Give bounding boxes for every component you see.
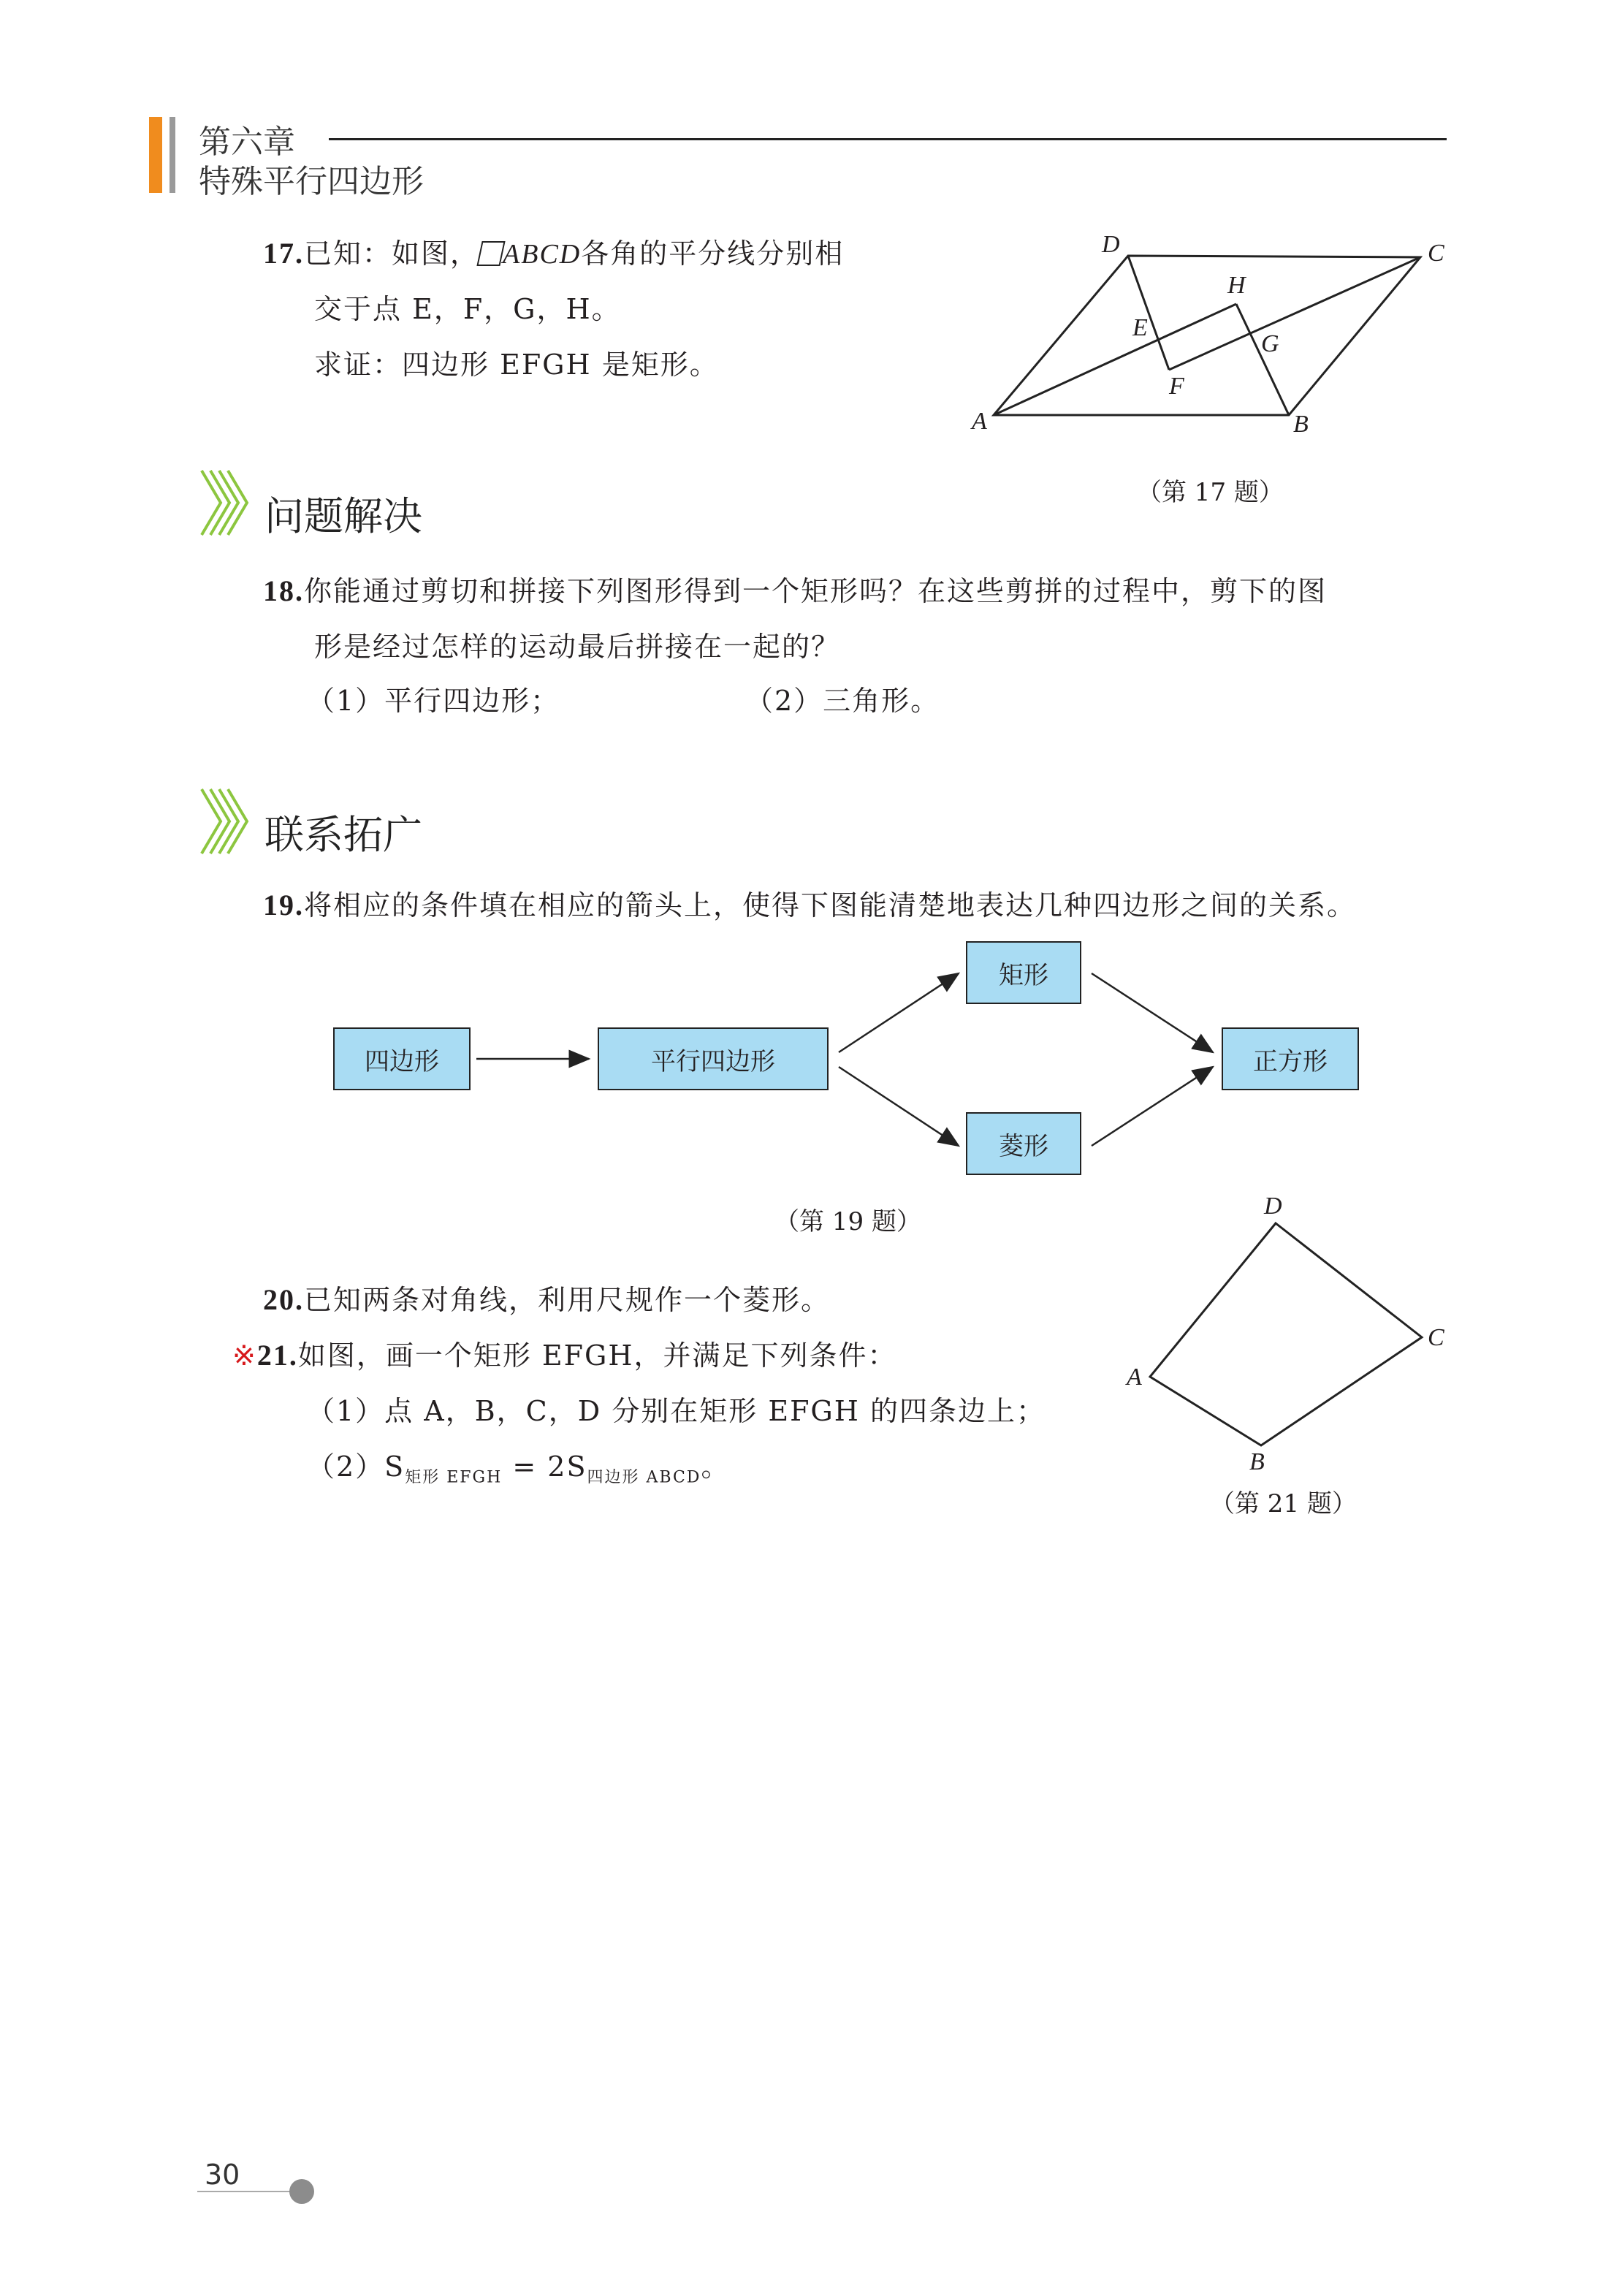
label-B: B (1293, 411, 1309, 438)
q18-line1 (263, 569, 1327, 609)
q17-shape: ABCD (503, 239, 582, 270)
q21-number: 21. (256, 1339, 298, 1372)
cond2-mid: = 2S (502, 1451, 587, 1483)
q20-text: 已知两条对角线，利用尺规作一个菱形。 (304, 1284, 831, 1316)
label-C: C (1428, 1324, 1444, 1351)
q19-text: 将相应的条件填在相应的箭头上，使得下图能清楚地表达几种四边形之间的关系。 (304, 889, 1357, 921)
box-rectangle: 矩形 (966, 941, 1081, 1004)
q18-text: 你能通过剪切和拼接下列图形得到一个矩形吗？在这些剪拼的过程中，剪下的图 (304, 575, 1328, 607)
chapter-title: 特殊平行四边形 (199, 163, 424, 200)
label-F: F (1169, 373, 1184, 400)
label-C: C (1428, 240, 1444, 267)
q18-option-2: （2）三角形。 (745, 685, 940, 717)
chapter-number: 第六章 (199, 123, 295, 161)
q21-condition-1: （1）点 A，B，C，D 分别在矩形 EFGH 的四条边上； (307, 1395, 1046, 1427)
q18-number: 18. (263, 574, 304, 607)
q17-text: 已知：如图， (304, 237, 480, 270)
figure-17-parallelogram (0, 0, 1622, 512)
cond2-sub1: 矩形 EFGH (405, 1468, 503, 1487)
page-number: 30 (205, 2159, 240, 2191)
box-square: 正方形 (1222, 1027, 1359, 1090)
label-D: D (1264, 1193, 1282, 1220)
q18-line2: 形是经过怎样的运动最后拼接在一起的？ (314, 631, 841, 663)
q21-text: 如图，画一个矩形 EFGH，并满足下列条件： (297, 1339, 897, 1372)
label-E: E (1132, 314, 1148, 341)
label-H: H (1227, 272, 1246, 299)
section-chevron-icon (199, 468, 257, 538)
q17-number: 17. (263, 237, 304, 270)
box-rhombus: 菱形 (966, 1112, 1081, 1175)
q19-number: 19. (263, 889, 304, 921)
section-title-problem-solving: 问题解决 (264, 493, 422, 539)
cond2-sub2: 四边形 ABCD (587, 1468, 701, 1487)
cond2-end: 。 (701, 1451, 731, 1483)
q17-line3: 求证：四边形 EFGH 是矩形。 (314, 349, 719, 381)
label-B: B (1249, 1448, 1265, 1475)
section-title-extension: 联系拓广 (264, 812, 422, 858)
cond2-text: （2）S (307, 1451, 406, 1483)
q20-number: 20. (263, 1283, 304, 1316)
box-parallelogram: 平行四边形 (598, 1027, 829, 1090)
q17-line2: 交于点 E，F，G，H。 (314, 293, 621, 325)
footer-dot (289, 2179, 314, 2204)
label-G: G (1261, 330, 1279, 357)
q17-text-post: 各角的平分线分别相 (581, 237, 845, 270)
label-A: A (972, 408, 987, 435)
section-chevron-icon (199, 786, 257, 856)
footer-rule (197, 2191, 292, 2192)
figure-21-caption: （第 21 题） (1210, 1489, 1357, 1518)
label-D: D (1102, 231, 1120, 258)
optional-mark-icon: ※ (232, 1339, 257, 1372)
figure-19-caption: （第 19 题） (774, 1207, 921, 1236)
box-quadrilateral: 四边形 (333, 1027, 471, 1090)
figure-21-quadrilateral (0, 1169, 1622, 1476)
label-A: A (1127, 1364, 1142, 1391)
q18-option-1: （1）平行四边形； (307, 685, 560, 717)
figure-17-caption: （第 17 题） (1137, 478, 1284, 507)
